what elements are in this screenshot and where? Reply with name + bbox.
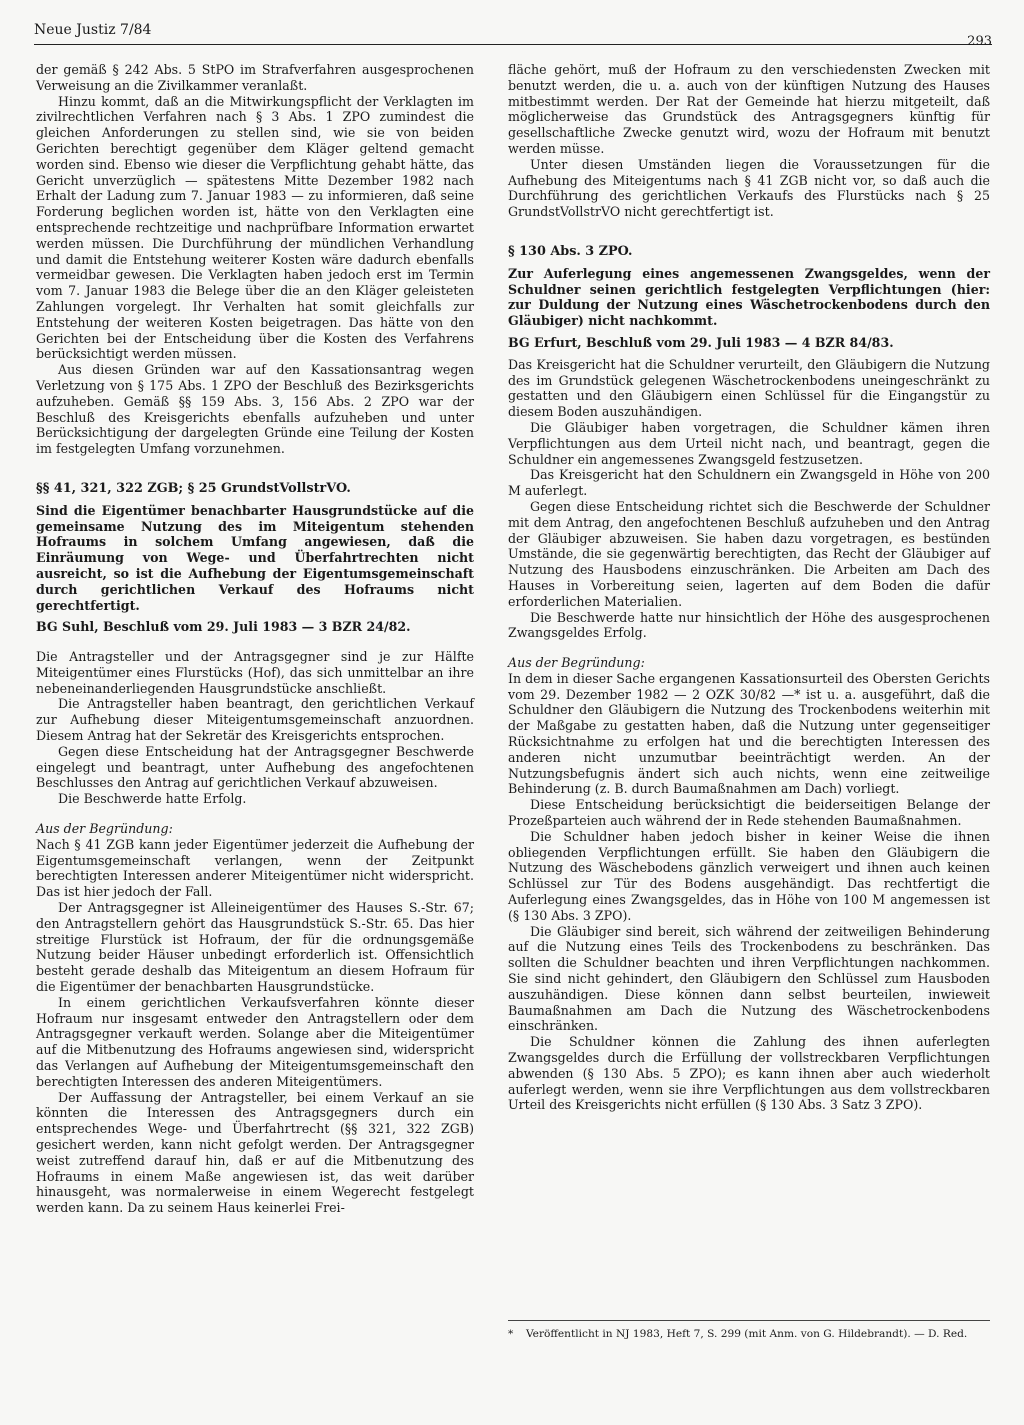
paragraph: In einem gerichtlichen Verkaufsverfahren könnte dieser Hofraum nur insgesamt entweder den Antragstellern oder dem Antragsgegner verkauft werden. Solange aber die Miteigentümer auf die Mitbenutzung des Hofraums angewiesen sind, widerspricht das Verlangen auf Aufhebung der Miteigentumsgemeinschaft den berechtigten Interessen des anderen Miteigentümers. — [36, 994, 474, 1089]
journal-title: Neue Justiz 7/84 — [34, 22, 152, 38]
paragraph: Die Antragsteller haben beantragt, den gerichtlichen Verkauf zur Aufhebung dieser Miteigentumsgemeinschaft anzuordnen. Diesem Antrag hat der Sekretär des Kreisgerichts entsprochen. — [36, 696, 474, 744]
reasons-heading: Aus der Begründung: — [36, 821, 173, 837]
paragraph: Die Beschwerde hatte nur hinsichtlich der Höhe des ausgesprochenen Zwangsgeldes Erfolg. — [508, 609, 990, 641]
paragraph: Hinzu kommt, daß an die Mitwirkungspflicht der Verklagten im zivilrechtlichen Verfahren nach § 3 Abs. 1 ZPO zumindest die gleichen Anforderungen zu stellen sind, wie sie von beiden Gerichten berechtigt gegenüber dem Kläger geltend gemacht worden sind. Ebenso wie dieser die Verpflichtung gehabt hätte, das Gericht unverzüglich — spätestens Mitte Dezember 1982 nach Erhalt der Ladung zum 7. Januar 1983 — zu informieren, daß seine Forderung beglichen worden ist, hätte von den Verklagten eine entsprechende rechtzeitige und nachprüfbare Information erwartet werden müssen. Die Durchführung der mündlichen Verhandlung und damit die Entstehung weiterer Kosten wäre dadurch ebenfalls vermeidbar gewesen. Die Verklagten haben jedoch erst im Termin vom 7. Januar 1983 die Belege über die an den Kläger geleisteten Zahlungen vorgelegt. Ihr Verhalten hat somit gleichfalls zur Entstehung der weiteren Kosten beigetragen. Das hätte von den Gerichten bei der Entscheidung über die Kosten des Verfahrens berücksichtigt werden müssen. — [36, 93, 474, 362]
footnote — [508, 1320, 990, 1341]
paragraph: Das Kreisgericht hat den Schuldnern ein Zwangsgeld in Höhe von 200 M auferlegt. — [508, 467, 990, 499]
paragraph: In dem in dieser Sache ergangenen Kassationsurteil des Obersten Gerichts vom 29. Dezember 1982 — 2 OZK 30/82 —* ist u. a. ausgeführt, daß die Schuldner den Gläubigern die Nutzung des Trockenbodens weiterhin mit der Maßgabe zu gestatten haben, daß die Nutzung unter gegenseitiger Rücksichtnahme zu erfolgen hat und die berechtigten Interessen des anderen nicht unzumutbar beeinträchtigt werden. An der Nutzungsbefugnis ändert sich auch nichts, wenn eine zeitweilige Behinderung (z. B. durch Baumaßnahmen am Dach) vorliegt. — [508, 670, 990, 797]
paragraph: Die Beschwerde hatte Erfolg. — [58, 791, 247, 807]
page-number: 293 — [967, 34, 992, 49]
headnote: Sind die Eigentümer benachbarter Hausgrundstücke auf die gemeinsame Nutzung des im Miteigentum stehenden Hofraums in solchem Umfang angewiesen, daß die Einräumung von Wege- und Überfahrtrechten nicht ausreicht, so ist die Aufhebung der Eigentumsgemeinschaft durch gerichtlichen Verkauf des Hofraums nicht gerechtfertigt. — [36, 502, 474, 613]
footnote-mark: * — [508, 1328, 514, 1340]
paragraph: Aus diesen Gründen war auf den Kassationsantrag wegen Verletzung von § 175 Abs. 1 ZPO der Beschluß des Bezirksgerichts aufzuheben. Gemäß §§ 159 Abs. 3, 156 Abs. 2 ZPO war der Beschluß des Kreisgerichts ebenfalls aufzuheben und unter Berücksichtigung der dargelegten Gründe eine Teilung der Kosten im festgelegten Umfang vorzunehmen. — [36, 362, 474, 457]
paragraph: Der Antragsgegner ist Alleineigentümer des Hauses S.-Str. 67; den Antragstellern gehört das Hausgrundstück S.-Str. 65. Das hier streitige Flurstück ist Hofraum, der für die ordnungsgemäße Nutzung beider Häuser unbedingt erforderlich ist. Offensichtlich besteht gerade deshalb das Miteigentum an diesem Hofraum für die Eigentümer der benachbarten Hausgrundstücke. — [36, 900, 474, 995]
paragraph: Gegen diese Entscheidung richtet sich die Beschwerde der Schuldner mit dem Antrag, den angefochtenen Beschluß aufzuheben und den Antrag der Gläubiger abzuweisen. Sie haben dazu vorgetragen, es bestünden Umstände, die sie gegenwärtig berechtigten, das Recht der Gläubiger auf Nutzung des Hausbodens einzuschränken. Die Arbeiten am Dach des Hauses in Vorbereitung seien, lagerten auf dem Boden die dafür erforderlichen Materialien. — [508, 498, 990, 609]
court-citation: BG Erfurt, Beschluß vom 29. Juli 1983 — 4 BZR 84/83. — [508, 334, 894, 350]
paragraph: Die Gläubiger sind bereit, sich während der zeitweiligen Behinderung auf die Nutzung eines Teils des Trockenbodens zu beschränken. Das sollten die Schuldner beachten und ihren Verpflichtungen nachkommen. Sie sind nicht gehindert, den Gläubigern den Schlüssel zum Hausboden auszuhändigen. Diese können dann selbst beurteilen, inwieweit Baumaßnahmen am Dach die Nutzung des Wäschetrockenbodens einschränken. — [508, 923, 990, 1034]
paragraph: Nach § 41 ZGB kann jeder Eigentümer jederzeit die Aufhebung der Eigentumsgemeinschaft verlangen, wenn der Zeitpunkt berechtigten Interessen anderer Miteigentümer nicht widerspricht. Das ist hier jedoch der Fall. — [36, 836, 474, 900]
paragraph: Unter diesen Umständen liegen die Voraussetzungen für die Aufhebung des Miteigentums nach § 41 ZGB nicht vor, so daß auch die Durchführung des gerichtlichen Verkaufs des Flurstücks nach § 25 GrundstVollstrVO nicht gerechtfertigt ist. — [508, 156, 990, 220]
paragraph: der gemäß § 242 Abs. 5 StPO im Strafverfahren ausgesprochenen Verweisung an die Zivilkammer veranlaßt. — [36, 62, 474, 93]
law-reference-heading: § 130 Abs. 3 ZPO. — [508, 243, 633, 259]
law-reference-heading: §§ 41, 321, 322 ZGB; § 25 GrundstVollstrVO. — [36, 480, 351, 496]
paragraph: Diese Entscheidung berücksichtigt die beiderseitigen Belange der Prozeßparteien auch während der in Rede stehenden Baumaßnahmen. — [508, 797, 990, 829]
paragraph: Das Kreisgericht hat die Schuldner verurteilt, den Gläubigern die Nutzung des im Grundstück gelegenen Wäschetrockenbodens uneingeschränkt zu gestatten und den Gläubigern einen Schlüssel für die Eingangstür zu diesem Boden auszuhändigen. — [508, 356, 990, 420]
headnote: Zur Auferlegung eines angemessenen Zwangsgeldes, wenn der Schuldner seinen gerichtlich festgelegten Verpflichtungen (hier: zur Duldung der Nutzung eines Wäschetrockenbodens durch den Gläubiger) nicht nachkommt. — [508, 265, 990, 329]
paragraph: Die Antragsteller und der Antragsgegner sind je zur Hälfte Miteigentümer eines Flurstücks (Hof), das sich unmittelbar an ihre nebeneinanderliegenden Hausgrundstücke anschließt. — [36, 649, 474, 696]
court-citation: BG Suhl, Beschluß vom 29. Juli 1983 — 3 BZR 24/82. — [36, 619, 411, 635]
left-column — [36, 62, 474, 1216]
paragraph: fläche gehört, muß der Hofraum zu den verschiedensten Zwecken mit benutzt werden, die u. a. auch von der künftigen Nutzung des Hauses mitbestimmt werden. Der Rat der Gemeinde hat hierzu mitgeteilt, daß möglicherweise das Grundstück des Antragsgegners künftig für gesellschaftliche Zwecke genutzt wird, wozu der Hofraum mit benutzt werden müsse. — [508, 62, 990, 156]
paragraph: Die Gläubiger haben vorgetragen, die Schuldner kämen ihren Verpflichtungen aus dem Urteil nicht nach, und beantragt, gegen die Schuldner ein angemessenes Zwangsgeld festzusetzen. — [508, 419, 990, 467]
paragraph: Gegen diese Entscheidung hat der Antragsgegner Beschwerde eingelegt und beantragt, unter Aufhebung des angefochtenen Beschlusses den Antrag auf gerichtlichen Verkauf abzuweisen. — [36, 743, 474, 791]
paragraph: Die Schuldner haben jedoch bisher in keiner Weise die ihnen obliegenden Verpflichtungen erfüllt. Sie haben den Gläubigern die Nutzung des Wäschebodens gänzlich verweigert und ihnen auch keinen Schlüssel zur Tür des Bodens ausgehändigt. Das rechtfertigt die Auferlegung eines Zwangsgeldes, das in Höhe von 100 M angemessen ist (§ 130 Abs. 3 ZPO). — [508, 828, 990, 923]
paragraph: Der Auffassung der Antragsteller, bei einem Verkauf an sie könnten die Interessen des Antragsgegners durch ein entsprechendes Wege- und Überfahrtrecht (§§ 321, 322 ZGB) gesichert werden, kann nicht gefolgt werden. Der Antragsgegner weist zutreffend darauf hin, daß er auf die Mitbenutzung des Hofraums in einem Maße angewiesen ist, das weit darüber hinausgeht, was normalerweise in einem Wegerecht festgelegt werden kann. Da zu seinem Haus keinerlei Frei- — [36, 1089, 474, 1216]
right-column — [508, 62, 990, 1113]
reasons-heading: Aus der Begründung: — [508, 655, 645, 671]
footnote-text: Veröffentlicht in NJ 1983, Heft 7, S. 299 (mit Anm. von G. Hildebrandt). — D. Red. — [526, 1328, 968, 1340]
paragraph: Die Schuldner können die Zahlung des ihnen auferlegten Zwangsgeldes durch die Erfüllung der vollstreckbaren Verpflichtungen abwenden (§ 130 Abs. 5 ZPO); es kann ihnen aber auch wiederholt auferlegt werden, wenn sie ihre Verpflichtungen aus dem vollstreckbaren Urteil des Kreisgerichts nicht erfüllen (§ 130 Abs. 3 Satz 3 ZPO). — [508, 1034, 990, 1113]
page-header — [34, 14, 992, 49]
